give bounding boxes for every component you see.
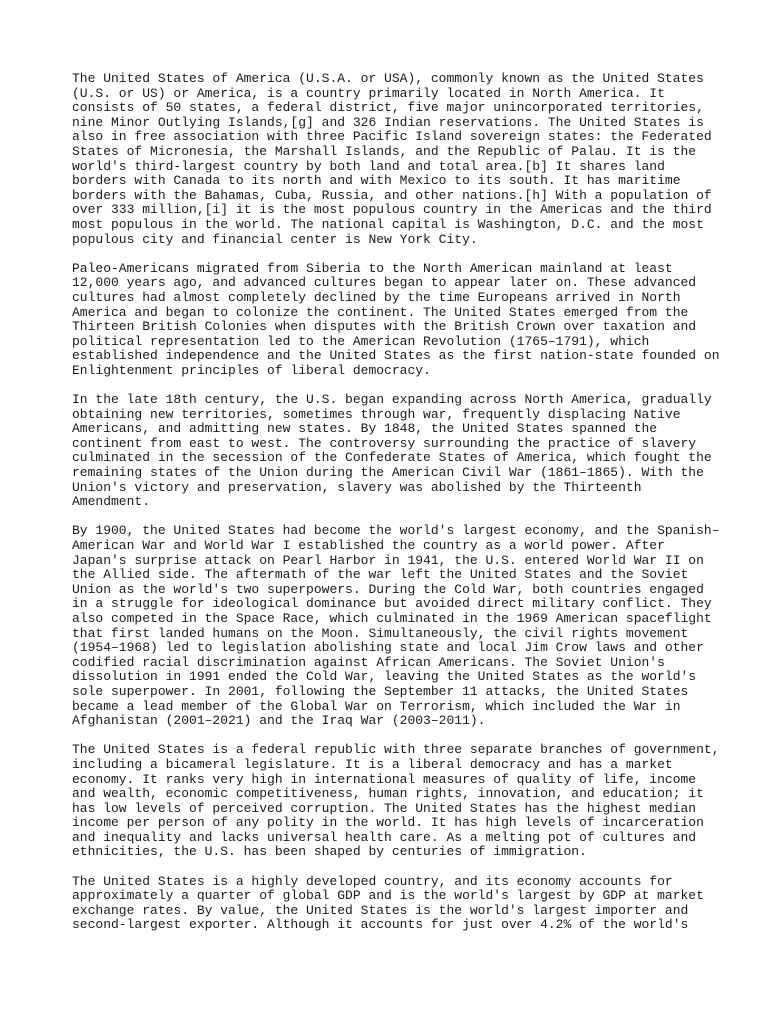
paragraph-expansion: In the late 18th century, the U.S. began expanding across North America, gradually obtaining new territories, sometimes through war, frequently displacing Native Americans, and admitting new states. By 1848, the United States spanned the continent from east to west. The controversy surrounding the practice of slavery culminated in the secession of the Confederate States of America, which fought the remaining states of the Union during the American Civil War (1861–1865). With the Union's victory and preservation, slavery was abolished by the Thirteenth Amendment. bbox=[72, 392, 712, 510]
paragraph-government: The United States is a federal republic with three separate branches of government, including a bicameral legislature. It is a liberal democracy and has a market economy. It ranks very high in international measures of quality of life, income and wealth, economic competitiveness, human rights, innovation, and education; it has low levels of perceived corruption. The United States has the highest median income per person of any polity in the world. It has high levels of incarceration and inequality and lacks universal health care. As a melting pot of cultures and ethnicities, the U.S. has been shaped by centuries of immigration. bbox=[72, 742, 720, 860]
document-page bbox=[72, 71, 720, 948]
paragraph-world-power: By 1900, the United States had become the world's largest economy, and the Spanish– American War and World War I established the country as a world power. After Japan's surprise attack on Pearl Harbor in 1941, the U.S. entered World War II on the Allied side. The aftermath of the war left the United States and the Soviet Union as the world's two superpowers. During the Cold War, both countries engaged in a struggle for ideological dominance but avoided direct military conflict. They also competed in the Space Race, which culminated in the 1969 American spaceflight that first landed humans on the Moon. Simultaneously, the civil rights movement (1954–1968) led to legislation abolishing state and local Jim Crow laws and other codified racial discrimination against African Americans. The Soviet Union's dissolution in 1991 ended the Cold War, leaving the United States as the world's sole superpower. In 2001, following the September 11 attacks, the United States became a lead member of the Global War on Terrorism, which included the War in Afghanistan (2001–2021) and the Iraq War (2003–2011). bbox=[72, 523, 720, 729]
paragraph-overview: The United States of America (U.S.A. or USA), commonly known as the United States (U.S. or US) or America, is a country primarily located in North America. It consists of 50 states, a federal district, five major unincorporated territories, nine Minor Outlying Islands,[g] and 326 Indian reservations. The United States is also in free association with three Pacific Island sovereign states: the Federated States of Micronesia, the Marshall Islands, and the Republic of Palau. It is the world's third-largest country by both land and total area.[b] It shares land borders with Canada to its north and with Mexico to its south. It has maritime borders with the Bahamas, Cuba, Russia, and other nations.[h] With a population of over 333 million,[i] it is the most populous country in the Americas and the third most populous in the world. The national capital is Washington, D.C. and the most populous city and financial center is New York City. bbox=[72, 71, 712, 247]
paragraph-early-history: Paleo-Americans migrated from Siberia to the North American mainland at least 12,000 years ago, and advanced cultures began to appear later on. These advanced cultures had almost completely declined by the time Europeans arrived in North America and began to colonize the continent. The United States emerged from the Thirteen British Colonies when disputes with the British Crown over taxation and political representation led to the American Revolution (1765–1791), which established independence and the United States as the first nation-state founded on Enlightenment principles of liberal democracy. bbox=[72, 260, 720, 378]
paragraph-economy: The United States is a highly developed country, and its economy accounts for approximately a quarter of global GDP and is the world's largest by GDP at market exchange rates. By value, the United States is the world's largest importer and second-largest exporter. Although it accounts for just over 4.2% of the world's bbox=[72, 873, 704, 933]
